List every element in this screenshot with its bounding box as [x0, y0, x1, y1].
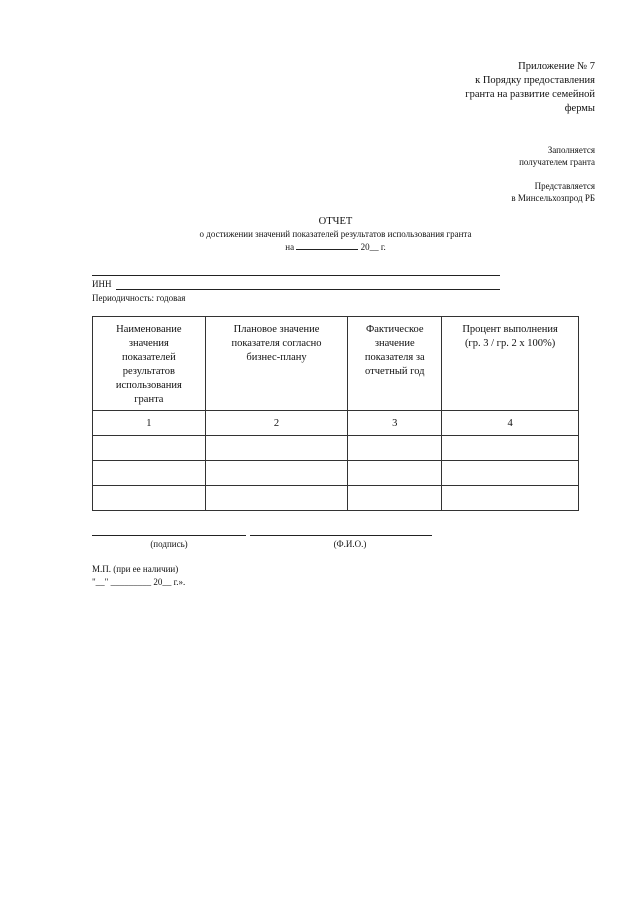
report-date-line	[92, 240, 579, 253]
appendix-header	[465, 60, 595, 116]
header-text: Процент выполнения (гр. 3 / гр. 2 х 100%)	[462, 324, 558, 349]
header-text: Наименование значения показателей результатов использования гранта	[115, 324, 182, 405]
report-title: ОТЧЕТ	[318, 216, 353, 227]
organization-name-line	[92, 266, 500, 276]
header-text: Фактическое значение показателя за отчетный год	[364, 324, 425, 377]
report-title-block	[92, 215, 579, 253]
table-row	[93, 486, 579, 511]
column-number-row	[93, 411, 579, 436]
table-cell[interactable]	[205, 486, 348, 511]
appendix-line: гранта на развитие семейной	[465, 89, 595, 100]
table-cell[interactable]	[205, 461, 348, 486]
filled-by-line: получателем гранта	[519, 157, 595, 167]
full-name-line	[250, 527, 432, 536]
column-number: 1	[93, 411, 206, 436]
date-blank	[296, 240, 358, 250]
appendix-line: Приложение № 7	[518, 61, 595, 72]
report-table	[92, 316, 579, 511]
submitted-to-line: Представляется	[534, 181, 595, 191]
inn-label: ИНН	[92, 279, 112, 289]
date-line: "__" _________ 20__ г.».	[92, 577, 186, 587]
submitted-to-line: в Минсельхозпрод РБ	[511, 193, 595, 203]
table-header-row	[93, 317, 579, 411]
appendix-line: к Порядку предоставления	[475, 75, 595, 86]
seal-note: М.П. (при ее наличии)	[92, 564, 179, 574]
header-cell	[442, 317, 579, 411]
date-prefix: на	[285, 242, 295, 252]
table-cell[interactable]	[442, 461, 579, 486]
table-cell[interactable]	[442, 486, 579, 511]
signature-label: (подпись)	[150, 539, 188, 549]
full-name-label: (Ф.И.О.)	[333, 539, 367, 549]
table-cell[interactable]	[348, 486, 442, 511]
header-text: Плановое значение показателя согласно бизнес-плану	[231, 324, 322, 363]
table-cell[interactable]	[348, 436, 442, 461]
header-cell	[348, 317, 442, 411]
column-number: 2	[205, 411, 348, 436]
periodicity: Периодичность: годовая	[92, 293, 186, 303]
table-cell[interactable]	[93, 461, 206, 486]
filled-by-note	[519, 144, 595, 168]
submitted-to-note	[511, 180, 595, 204]
table-cell[interactable]	[348, 461, 442, 486]
column-number: 3	[348, 411, 442, 436]
appendix-line: фермы	[564, 103, 595, 114]
table-cell[interactable]	[93, 436, 206, 461]
column-number: 4	[442, 411, 579, 436]
signature-line	[92, 527, 246, 536]
table-row	[93, 436, 579, 461]
inn-line	[116, 279, 500, 290]
header-cell	[93, 317, 206, 411]
table-cell[interactable]	[205, 436, 348, 461]
date-year: 20__ г.	[360, 242, 386, 252]
filled-by-line: Заполняется	[547, 145, 595, 155]
table-cell[interactable]	[93, 486, 206, 511]
report-subtitle: о достижении значений показателей результатов использования гранта	[199, 229, 472, 239]
table-row	[93, 461, 579, 486]
table-cell[interactable]	[442, 436, 579, 461]
header-cell	[205, 317, 348, 411]
